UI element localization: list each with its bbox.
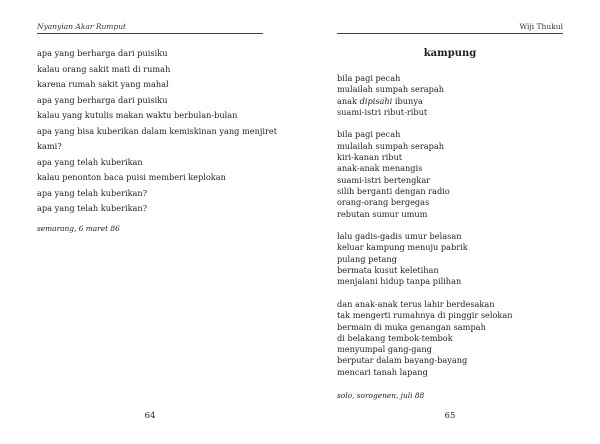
- poem-line: [337, 107, 567, 118]
- right-page: [300, 0, 600, 444]
- line-text: kiri-kanan ribut: [337, 152, 403, 163]
- line-text: ibunya: [392, 95, 423, 106]
- poem-line: [337, 310, 567, 321]
- line-text-italic: dipisahi: [359, 95, 393, 106]
- line-text: silih berganti dengan radio: [337, 185, 450, 196]
- line-text: bermain di muka genangan sampah: [337, 321, 486, 332]
- line-text: mencari tanah lapang: [337, 366, 428, 377]
- poem-signature: semarang, 6 maret 86: [37, 224, 120, 233]
- poem-line: [337, 355, 567, 366]
- poem-line: [337, 129, 567, 140]
- poem-signature: solo, sorogenen, juli 88: [337, 391, 425, 400]
- poem-line: kalau yang kutulis makan waktu berbulan-bulan: [37, 110, 238, 120]
- line-text: orang-orang bergegas: [337, 197, 430, 208]
- poem-stanza: [337, 129, 567, 219]
- poem-line: [337, 96, 567, 107]
- line-text: bila pagi pecah: [337, 73, 401, 83]
- poem-line: [337, 209, 567, 220]
- poem-line: apa yang berharga dari puisiku: [37, 94, 168, 105]
- poem-line: apa yang bisa kuberikan dalam kemiskinan yang menjiret: [37, 125, 278, 136]
- header-rule: [37, 33, 263, 34]
- line-text: rebutan sumur umum: [337, 208, 428, 219]
- line-text: pulang petang: [337, 253, 397, 264]
- poem-line: apa yang telah kuberikan?: [37, 203, 148, 213]
- poem-line: [337, 344, 567, 355]
- page-number: 64: [144, 411, 156, 421]
- running-header-author: Wiji Thukul: [519, 22, 563, 31]
- poem-text: [37, 46, 277, 217]
- line-text: anak-anak menangis: [337, 163, 423, 174]
- poem-line: [337, 73, 567, 84]
- poem-stanza: [337, 299, 567, 378]
- poem-text: [337, 73, 567, 389]
- line-text: berputar dalam bayang-bayang: [337, 355, 468, 366]
- poem-line: [337, 175, 567, 186]
- line-text: bermata kusut keletihan: [337, 265, 439, 276]
- poem-line: [337, 141, 567, 152]
- poem-line: kami?: [37, 141, 62, 151]
- line-text: dan anak-anak terus lahir berdesakan: [337, 298, 495, 309]
- header-rule: [337, 33, 563, 34]
- poem-line: [337, 276, 567, 287]
- line-text: tak mengerti rumahnya di pinggir selokan: [337, 310, 513, 321]
- poem-stanza: [337, 231, 567, 287]
- poem-line: apa yang telah kuberikan?: [37, 187, 148, 198]
- poem-line: [337, 186, 567, 197]
- poem-line: [337, 84, 567, 95]
- poem-line: [337, 322, 567, 333]
- line-text: mulailah sumpah serapah: [337, 140, 445, 151]
- poem-line: [337, 299, 567, 310]
- poem-line: kalau penonton baca puisi memberi keplokan: [37, 172, 226, 182]
- poem-line: kalau orang sakit mati di rumah: [37, 63, 171, 74]
- line-text: suami-istri bertengkar: [337, 174, 431, 185]
- page-number: 65: [444, 411, 456, 421]
- line-text: bila pagi pecah: [337, 129, 401, 140]
- line-text: suami-istri ribut-ribut: [337, 106, 428, 117]
- poem-line: [337, 242, 567, 253]
- poem-line: [337, 197, 567, 208]
- poem-line: [337, 333, 567, 344]
- poem-line: [337, 265, 567, 276]
- poem-line: [337, 231, 567, 242]
- poem-line: [337, 152, 567, 163]
- line-text: lalu gadis-gadis umur belasan: [337, 231, 462, 242]
- line-text: di belakang tembok-tembok: [337, 332, 453, 343]
- running-header-book-title: Nyanyian Akar Rumput: [37, 22, 127, 31]
- line-text: menjalani hidup tanpa pilihan: [337, 276, 462, 287]
- poem-line: apa yang telah kuberikan: [37, 156, 143, 167]
- poem-line: apa yang berharga dari puisiku: [37, 48, 168, 58]
- poem-line: [337, 163, 567, 174]
- poem-line: [337, 254, 567, 265]
- line-text: menyumpal gang-gang: [337, 344, 432, 355]
- poem-line: karena rumah sakit yang mahal: [37, 79, 169, 89]
- line-text: anak: [337, 95, 360, 106]
- line-text: mulailah sumpah serapah: [337, 84, 445, 95]
- poem-line: [337, 367, 567, 378]
- line-text: keluar kampung menuju pabrik: [337, 242, 468, 253]
- poem-title: kampung: [423, 48, 477, 59]
- poem-stanza: [337, 73, 567, 118]
